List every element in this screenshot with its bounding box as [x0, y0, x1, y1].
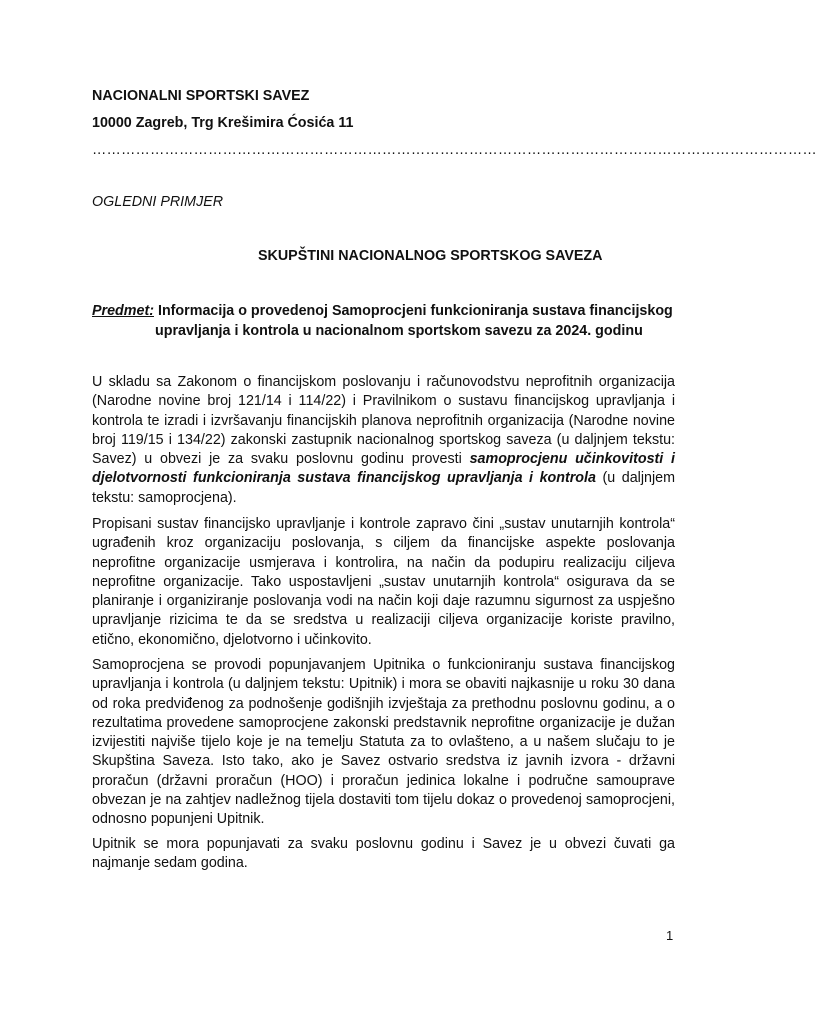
- paragraph-1-text-after: (u daljnjem tekstu: samoprocjena).: [92, 470, 675, 506]
- paragraph-internal-controls: Propisani sustav financijsko upravljanje i kontrole zapravo čini „sustav unutarnjih kontrola“ ugrađenih kroz organizaciju poslovanja, s ciljem da financijske aspekte poslovanja neprofitne organizacije usmjerava i kontrolira, na način da podupiru realizaciju ciljeva neprofitne organizacije. Tako uspostavljeni „sustav unutarnjih kontrola“ osigurava da se planiranje i organiziranje poslovanja vodi na način koji daje razumnu sigurnost za uspješno upravljanje rizicima te da se sredstva u realizaciji ciljeva organizacije koriste pravilno, etično, ekonomično, djelotvorno i učinkovito.: [92, 516, 675, 648]
- paragraph-questionnaire: Samoprocjena se provodi popunjavanjem Upitnika o funkcioniranju sustava financijskog upravljanja i kontrola (u daljnjem tekstu: Upitnik) i mora se obaviti najkasnije u roku 30 dana od roka predviđenog za podnošenje godišnjih izvještaja za prethodnu poslovnu godinu, a o rezultatima provedene samoprocjene zakonski predstavnik neprofitne organizacije je dužan izvijestiti najviše tijelo koje je na temelju Statuta za to ovlašteno, a u našem slučaju to je Skupština Saveza. Isto tako, ako je Savez ostvario sredstva iz javnih izvora - državni proračun (državni proračun (HOO) i proračun jedinica lokalne i područne samouprave obvezan je na zahtjev nadležnog tijela dostaviti tom tijelu dokaz o provedenoj samoprocjeni, odnosno popunjeni Upitnik.: [92, 657, 675, 828]
- subject-label: Predmet:: [92, 303, 154, 319]
- subject-line-1: Informacija o provedenoj Samoprocjeni funkcioniranja sustava financijskog: [157, 303, 673, 319]
- organization-name: NACIONALNI SPORTSKI SAVEZ: [92, 88, 310, 104]
- subject-line-2: upravljanja i kontrola u nacionalnom sportskom savezu za 2024. godinu: [155, 323, 643, 339]
- paragraph-1-text-before: U skladu sa Zakonom o financijskom poslovanju i računovodstvu neprofitnih organizacija (Narodne novine broj 121/14 i 114/22) i Pravilnikom o sustavu financijskog upravljanja i kontrola te izradi i izvršavanju financijskih planova neprofitnih organizacija (Narodne novine broj 119/15 i 134/22) zakonski zastupnik nacionalnog sportskog saveza (u daljnjem tekstu: Savez) u obvezi je za svaku poslovnu godinu provesti: [92, 374, 675, 468]
- sample-label: OGLEDNI PRIMJER: [92, 194, 224, 210]
- paragraph-1-emphasis: samoprocjenu učinkovitosti i djelotvornosti funkcioniranja sustava financijskog upravljanja i kontrola: [92, 451, 675, 487]
- header-separator: ……………………………………………………………………………………………………………………………………: [92, 142, 817, 158]
- paragraph-retention: Upitnik se mora popunjavati za svaku poslovnu godinu i Savez je u obvezi čuvati ga najmanje sedam godina.: [92, 836, 675, 872]
- recipient-heading: SKUPŠTINI NACIONALNOG SPORTSKOG SAVEZA: [258, 248, 603, 264]
- subject-block: [92, 301, 673, 341]
- page-number: 1: [666, 928, 674, 943]
- paragraph-legal-basis: [92, 373, 675, 508]
- organization-address: 10000 Zagreb, Trg Krešimira Ćosića 11: [92, 115, 354, 131]
